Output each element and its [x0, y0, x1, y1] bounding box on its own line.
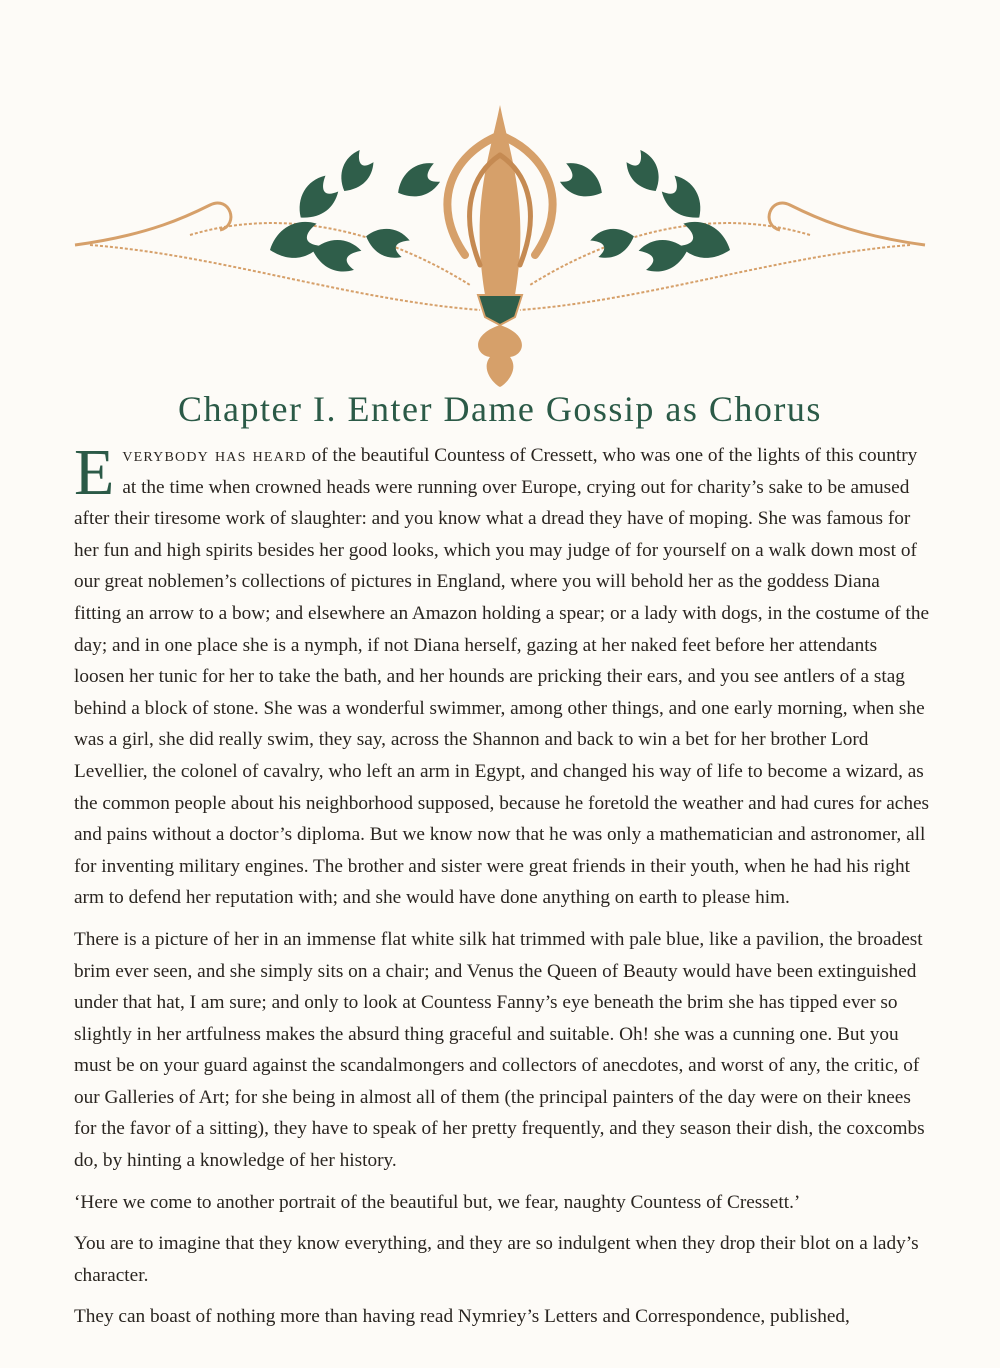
lead-in-smallcaps: verybody has heard	[122, 445, 307, 466]
paragraph-text: of the beautiful Countess of Cressett, who was one of the lights of this country at the time when crowned heads were running over Europe, crying out for charity’s sake to be amused after their tiresome work of slaughter: and you know what a dread they have of moping. She was famous for her fun and high spirits besides her good looks, which you may judge of for yourself on a walk down most of our great noblemen’s collections of pictures in England, where you will behold her as the goddess Diana fitting an arrow to a bow; and elsewhere an Amazon holding a spear; or a lady with dogs, in the costume of the day; and in one place she is a nymph, if not Diana herself, gazing at her naked feet before her attendants loosen her tunic for her to take the bath, and her hounds are pricking their ears, and you see antlers of a stag behind a block of stone. She was a wonderful swimmer, among other things, and one early morning, when she was a girl, she did really swim, they say, across the Shannon and back to win a bet for her brother Lord Levellier, the colonel of cavalry, who left an arm in Egypt, and changed his way of life to become a wizard, as the common people about his neighborhood supposed, because he foretold the weather and had cures for aches and pains without a doctor’s diploma. But we know now that he was only a mathematician and astronomer, all for inventing military engines. The brother and sister were great friends in their youth, when he had his right arm to defend her reputation with; and she would have done anything on earth to please him.	[74, 445, 930, 909]
drop-cap: E	[74, 436, 115, 509]
paragraph: You are to imagine that they know everything, and they are so indulgent when they drop their blot on a lady’s character.	[74, 1233, 919, 1286]
floral-gold-leaf-ornament-icon	[70, 95, 930, 390]
paragraph: They can boast of nothing more than having read Nymriey’s Letters and Correspondence, published,	[74, 1306, 850, 1328]
chapter-body	[74, 436, 930, 1343]
chapter-title: Chapter I. Enter Dame Gossip as Chorus	[178, 389, 822, 429]
paragraph: There is a picture of her in an immense flat white silk hat trimmed with pale blue, like a pavilion, the broadest brim ever seen, and she simply sits on a chair; and Venus the Queen of Beauty would have been extinguished under that hat, I am sure; and only to look at Countess Fanny’s eye beneath the brim she has tipped ever so slightly in her artfulness makes the absurd thing graceful and suitable. Oh! she was a cunning one. But you must be on your guard against the scandalmongers and collectors of anecdotes, and worst of any, the critic, of our Galleries of Art; for she being in almost all of them (the principal painters of the day were on their knees for the favor of a sitting), they have to speak of her pretty frequently, and they season their dish, the coxcombs do, by hinting a knowledge of her history.	[74, 928, 925, 1172]
paragraph	[74, 436, 930, 914]
paragraph: ‘Here we come to another portrait of the beautiful but, we fear, naughty Countess of Cressett.’	[74, 1191, 801, 1213]
